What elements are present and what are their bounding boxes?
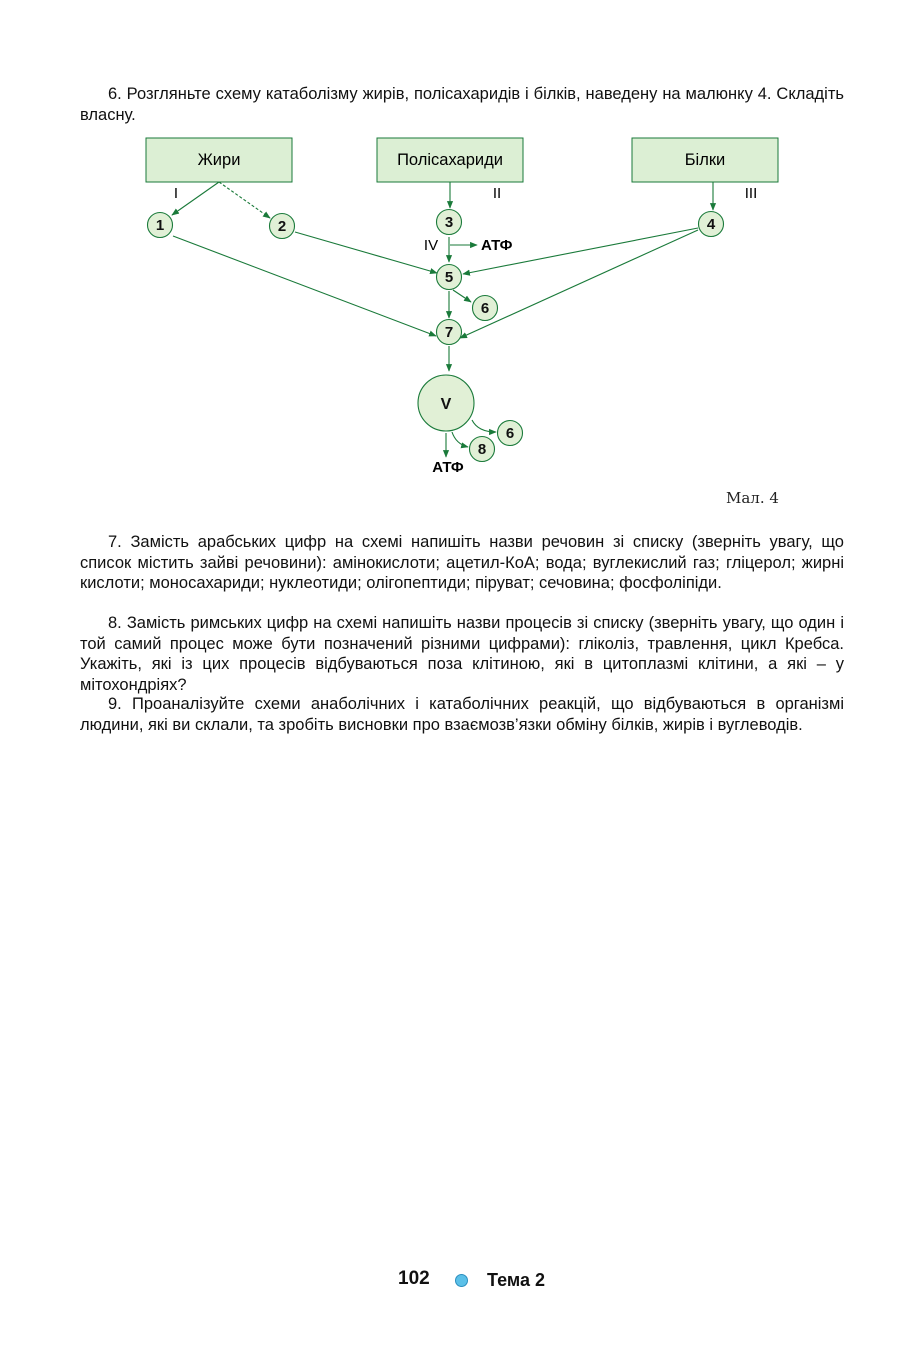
node-1: 1 — [155, 217, 165, 234]
page-number: 102 — [398, 1268, 430, 1289]
box-proteins — [632, 138, 778, 182]
node-6a: 6 — [480, 300, 490, 317]
topic-label: Тема 2 — [487, 1270, 545, 1290]
arrow-V-8 — [452, 432, 468, 447]
arrow-V-6 — [472, 420, 496, 432]
arrow-1-7 — [173, 236, 439, 336]
catabolism-diagram — [0, 0, 918, 520]
roman-III: III — [744, 185, 758, 202]
node-4: 4 — [706, 216, 716, 233]
svg-text:Жири: Жири — [197, 151, 241, 169]
roman-I: I — [173, 185, 179, 202]
roman-IV: IV — [423, 237, 439, 254]
arrow-fats-2 — [219, 182, 270, 218]
node-3: 3 — [444, 214, 454, 231]
node-7: 7 — [444, 324, 454, 341]
node-5: 5 — [444, 269, 454, 286]
arrow-2-5 — [295, 232, 437, 273]
atp-label-1: АТФ — [481, 237, 513, 254]
task-7-paragraph: 7. Замість арабських цифр на схемі напишіть назви речовин зі списку (зверніть увагу, що список містить зайві речовини): амінокислоти; ацетил-КоА; вода; вуглекислий газ; гліцерол; жирні кислоти; моносахариди; нуклеотиди; олігопептиди; піруват; сечовина; фосфоліпіди. — [80, 533, 844, 592]
task-9-paragraph: 9. Проаналізуйте схеми анаболічних і катаболічних реакцій, що відбуваються в організмі людини, які ви склали, та зробіть висновки про взаємозв’язки обміну білків, жирів і вуглеводів. — [80, 695, 844, 734]
svg-text:Полісахариди: Полісахариди — [397, 151, 503, 169]
node-6b: 6 — [505, 425, 515, 442]
box-polysaccharides — [377, 138, 523, 182]
node-V: V — [440, 396, 452, 413]
task-6-paragraph: 6. Розгляньте схему катаболізму жирів, полісахаридів і білків, наведену на малюнку 4. Складіть власну. — [80, 85, 844, 124]
svg-text:Білки: Білки — [684, 151, 726, 169]
task-8-paragraph: 8. Замість римських цифр на схемі напишіть назви процесів зі списку (зверніть увагу, що один і той самий процес може бути позначений різними цифрами): гліколіз, травлення, цикл Кребса. Укажіть, які із цих процесів відбуваються поза клітиною, які в цитоплазмі клітини, а які – у мітохондріях? — [80, 614, 844, 694]
arrow-fats-1 — [172, 182, 219, 215]
box-fats — [146, 138, 292, 182]
bullet-dot-icon — [455, 1274, 468, 1287]
arrow-5-6 — [453, 290, 471, 302]
node-8: 8 — [477, 441, 487, 458]
roman-II: II — [492, 185, 502, 202]
node-2: 2 — [277, 218, 287, 235]
page-footer — [0, 1268, 918, 1298]
atp-label-2: АТФ — [432, 459, 464, 476]
figure-caption: Мал. 4 — [726, 489, 779, 507]
